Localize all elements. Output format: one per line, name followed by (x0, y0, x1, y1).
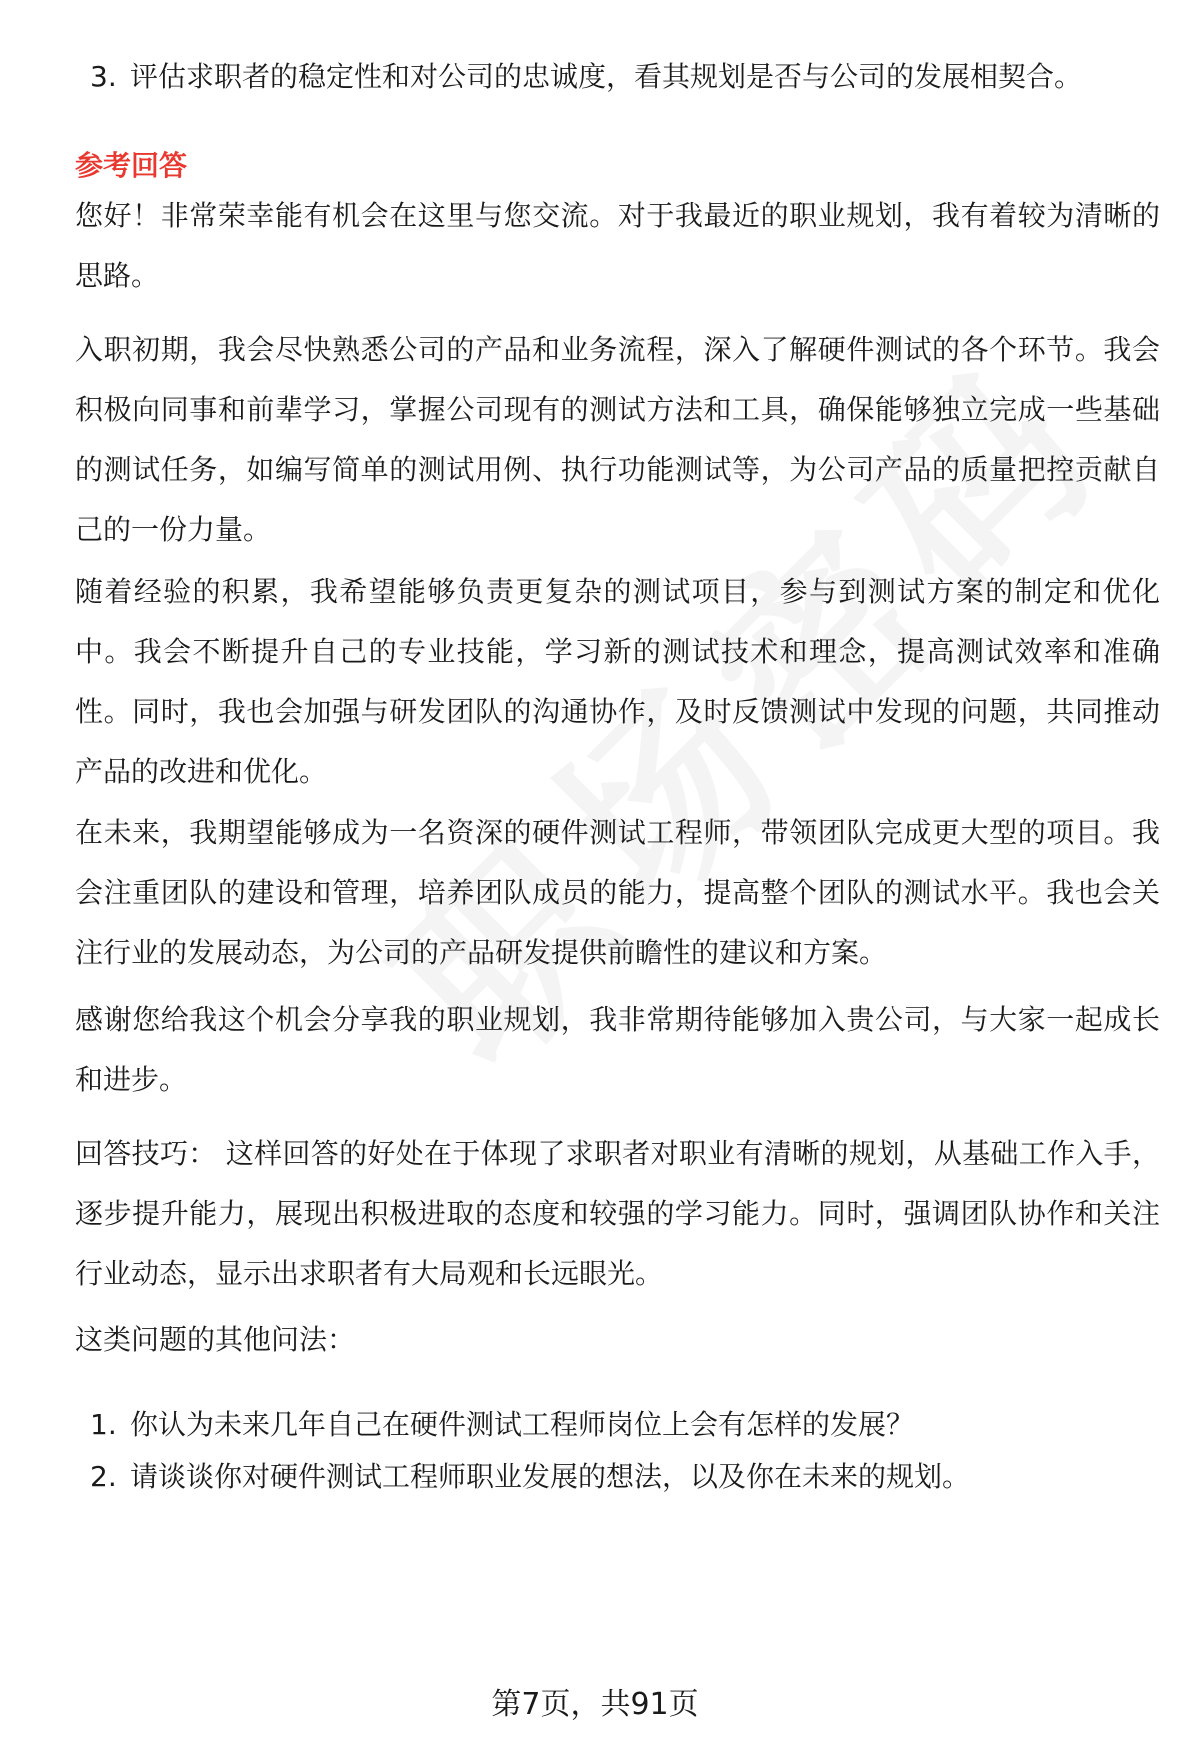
paragraph-future-stage: 在未来，我期望能够成为一名资深的硬件测试工程师，带领团队完成更大型的项目。我会注重团队的建设和管理，培养团队成员的能力，提高整个团队的测试水平。我也会关注行业的发展动态，为公司的产品研发提供前瞻性的建议和方案。 (75, 816, 1160, 969)
paragraph-growth-stage: 随着经验的积累，我希望能够负责更复杂的测试项目，参与到测试方案的制定和优化中。我会不断提升自己的专业技能，学习新的测试技术和理念，提高测试效率和准确性。同时，我也会加强与研发团队的沟通协作，及时反馈测试中发现的问题，共同推动产品的改进和优化。 (75, 575, 1160, 788)
list-number: 1. (90, 1408, 117, 1441)
paragraph-other-ways-heading: 这类问题的其他问法： (75, 1323, 356, 1356)
list-text: 请谈谈你对硬件测试工程师职业发展的想法，以及你在未来的规划。 (130, 1460, 971, 1493)
list-text: 评估求职者的稳定性和对公司的忠诚度，看其规划是否与公司的发展相契合。 (130, 60, 1083, 93)
list-number: 2. (90, 1460, 117, 1493)
list-item (90, 57, 1082, 97)
reference-answer-heading: 参考回答 (75, 149, 188, 182)
list-number: 3. (90, 60, 117, 93)
list-item (90, 1405, 914, 1445)
page-footer: 第7页，共91页 (491, 1687, 699, 1722)
paragraph-greeting: 您好！非常荣幸能有机会在这里与您交流。对于我最近的职业规划，我有着较为清晰的思路。 (75, 199, 1160, 292)
paragraph-answer-tips: 回答技巧： 这样回答的好处在于体现了求职者对职业有清晰的规划，从基础工作入手，逐步提升能力，展现出积极进取的态度和较强的学习能力。同时，强调团队协作和关注行业动态，显示出求职者有大局观和长远眼光。 (75, 1137, 1160, 1290)
paragraph-thanks: 感谢您给我这个机会分享我的职业规划，我非常期待能够加入贵公司，与大家一起成长和进步。 (75, 1003, 1160, 1096)
list-text: 你认为未来几年自己在硬件测试工程师岗位上会有怎样的发展？ (130, 1408, 915, 1441)
paragraph-initial-stage: 入职初期，我会尽快熟悉公司的产品和业务流程，深入了解硬件测试的各个环节。我会积极向同事和前辈学习，掌握公司现有的测试方法和工具，确保能够独立完成一些基础的测试任务，如编写简单的测试用例、执行功能测试等，为公司产品的质量把控贡献自己的一份力量。 (75, 333, 1160, 546)
list-item (90, 1457, 970, 1497)
